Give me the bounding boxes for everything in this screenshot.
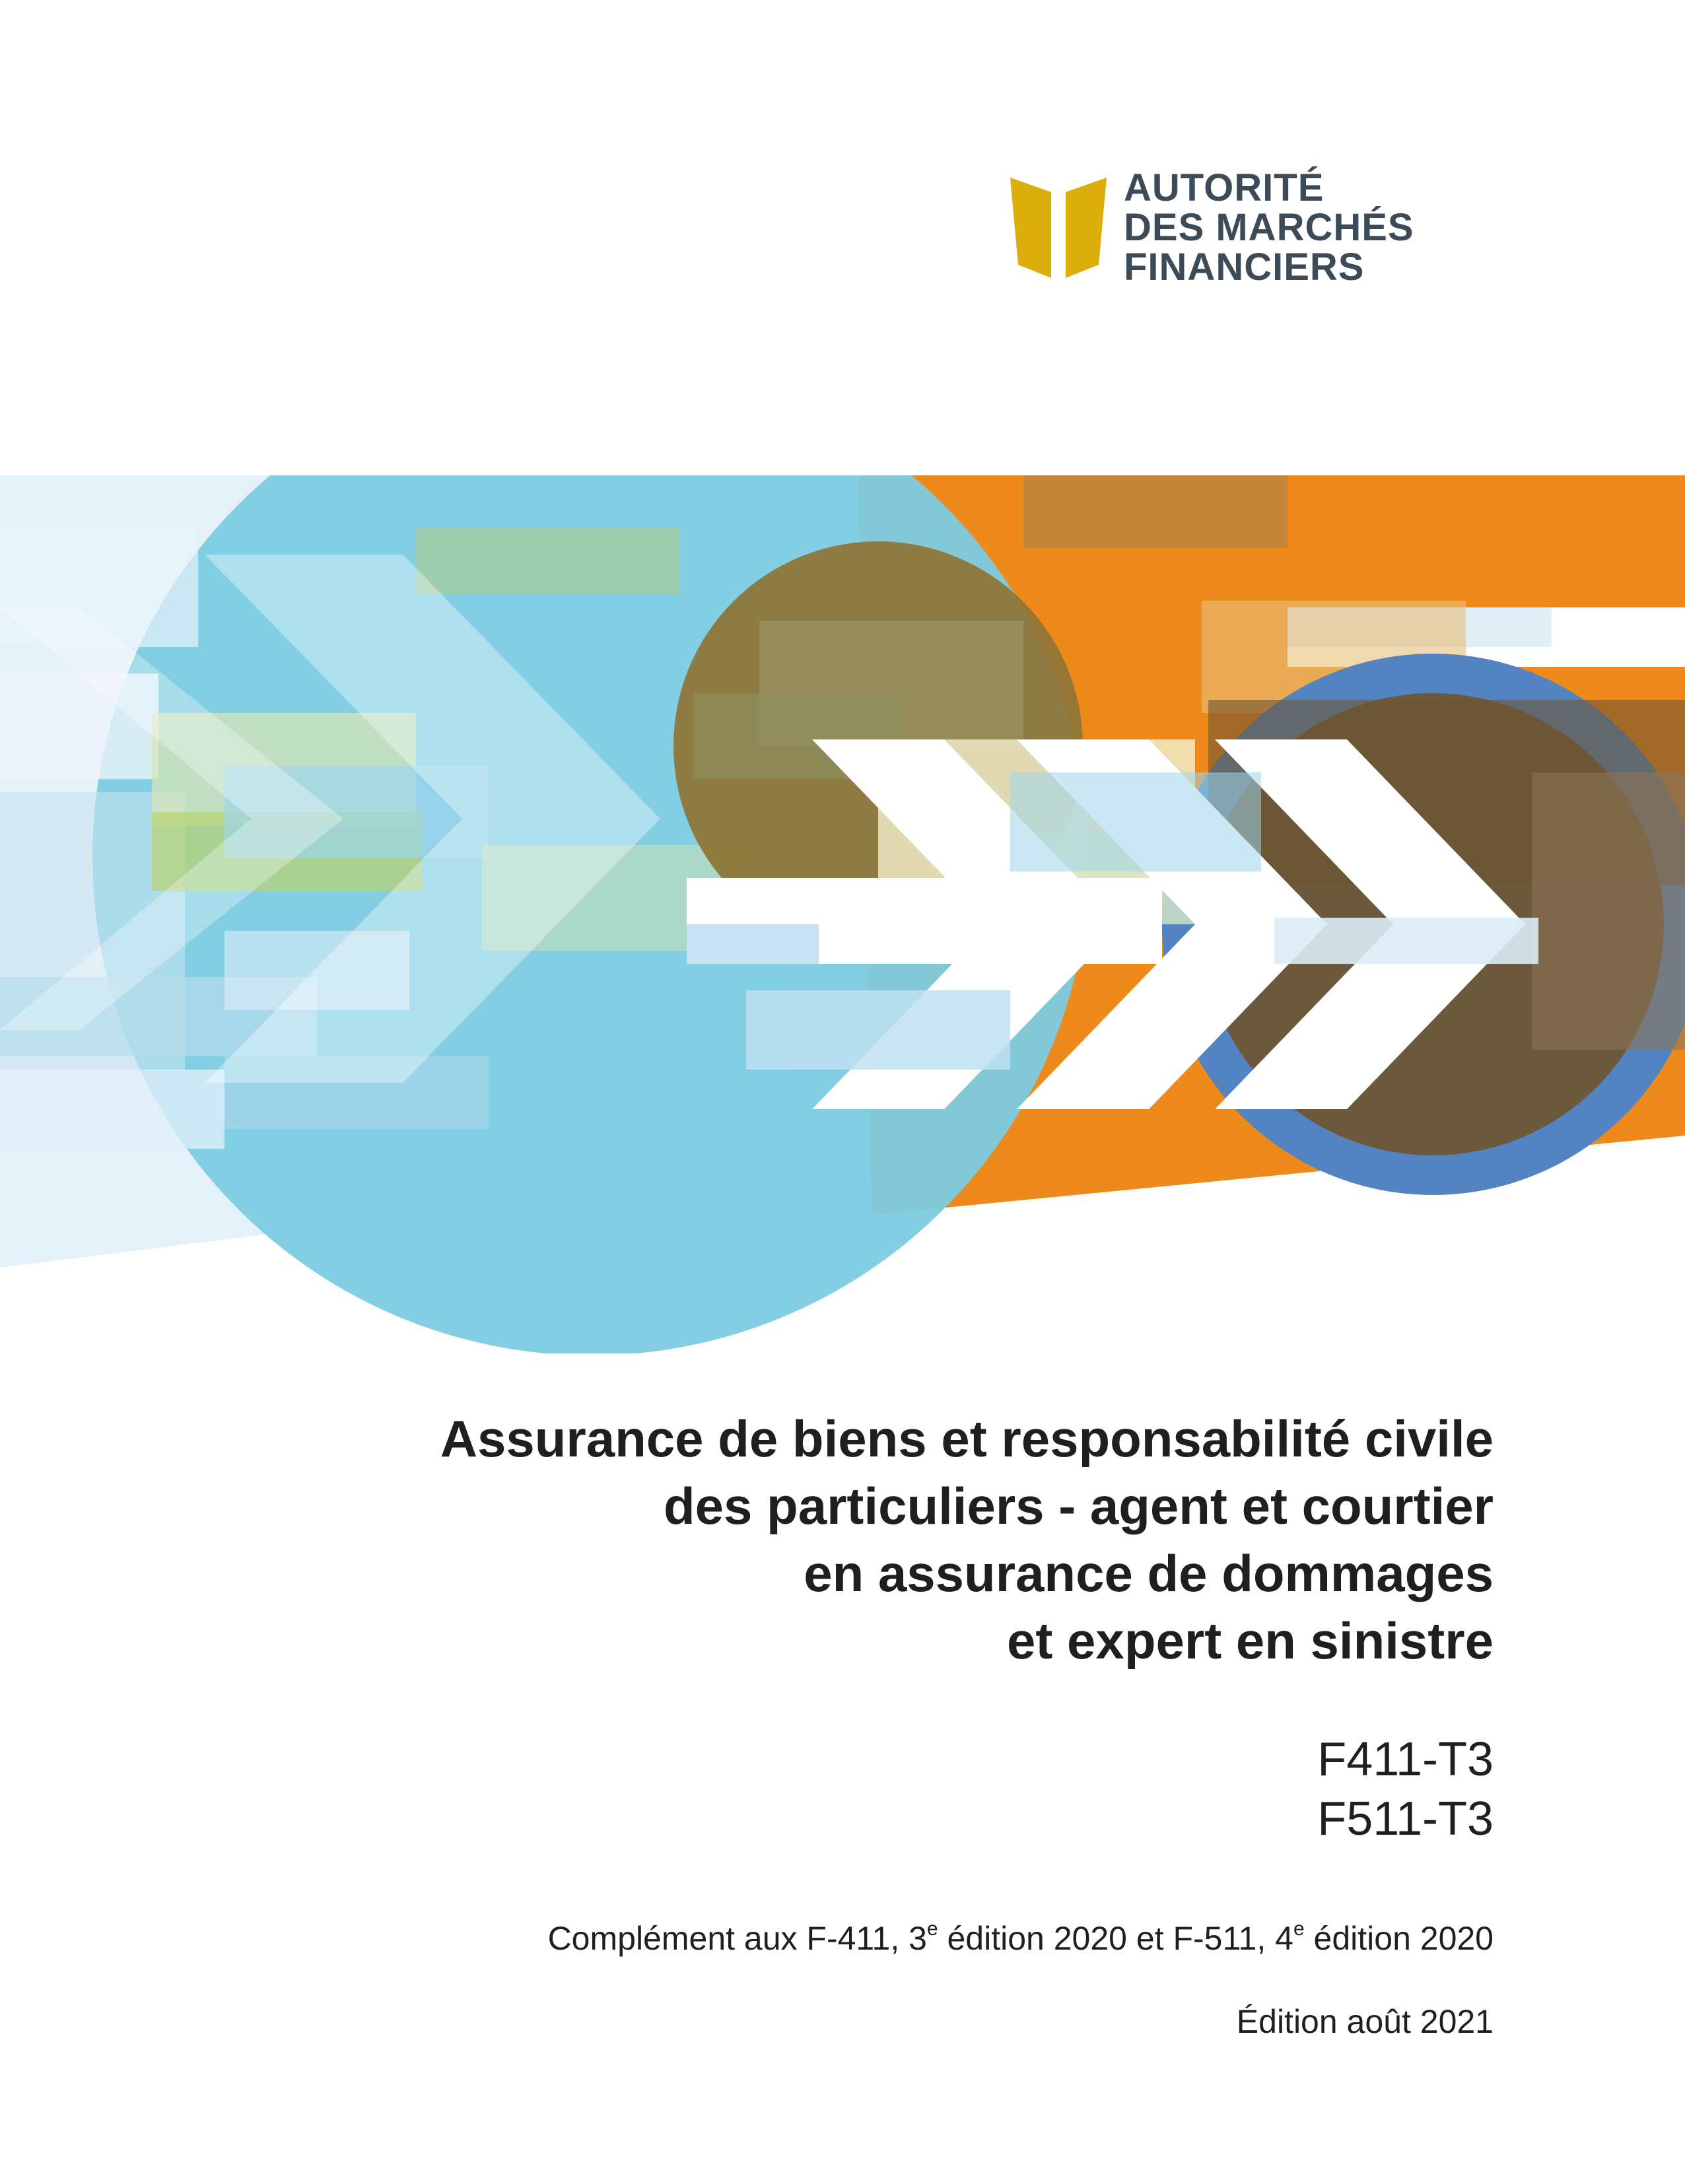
edition-date: Édition août 2021	[1236, 2003, 1494, 2040]
code-f411: F411-T3	[1317, 1733, 1494, 1786]
document-title	[239, 1405, 1494, 1674]
logo-line-2: DES MARCHÉS	[1124, 206, 1414, 249]
document-codes	[1317, 1730, 1494, 1849]
code-f511: F511-T3	[1317, 1792, 1494, 1845]
decorative-banner-graphic	[0, 475, 1685, 1353]
title-line-2: des particuliers - agent et courtier	[663, 1477, 1494, 1535]
title-line-1: Assurance de biens et responsabilité civile	[440, 1410, 1494, 1468]
complement-note: Complément aux F-411, 3e édition 2020 et F-511, 4e édition 2020	[547, 1918, 1494, 1957]
logo-line-1: AUTORITÉ	[1124, 166, 1324, 209]
title-line-3: en assurance de dommages	[804, 1544, 1494, 1602]
logo-line-3: FINANCIERS	[1124, 246, 1365, 289]
open-book-logo-icon	[1010, 172, 1107, 278]
logo-wordmark	[1124, 168, 1414, 287]
title-line-4: et expert en sinistre	[1007, 1612, 1494, 1670]
amf-logo	[1010, 168, 1499, 327]
